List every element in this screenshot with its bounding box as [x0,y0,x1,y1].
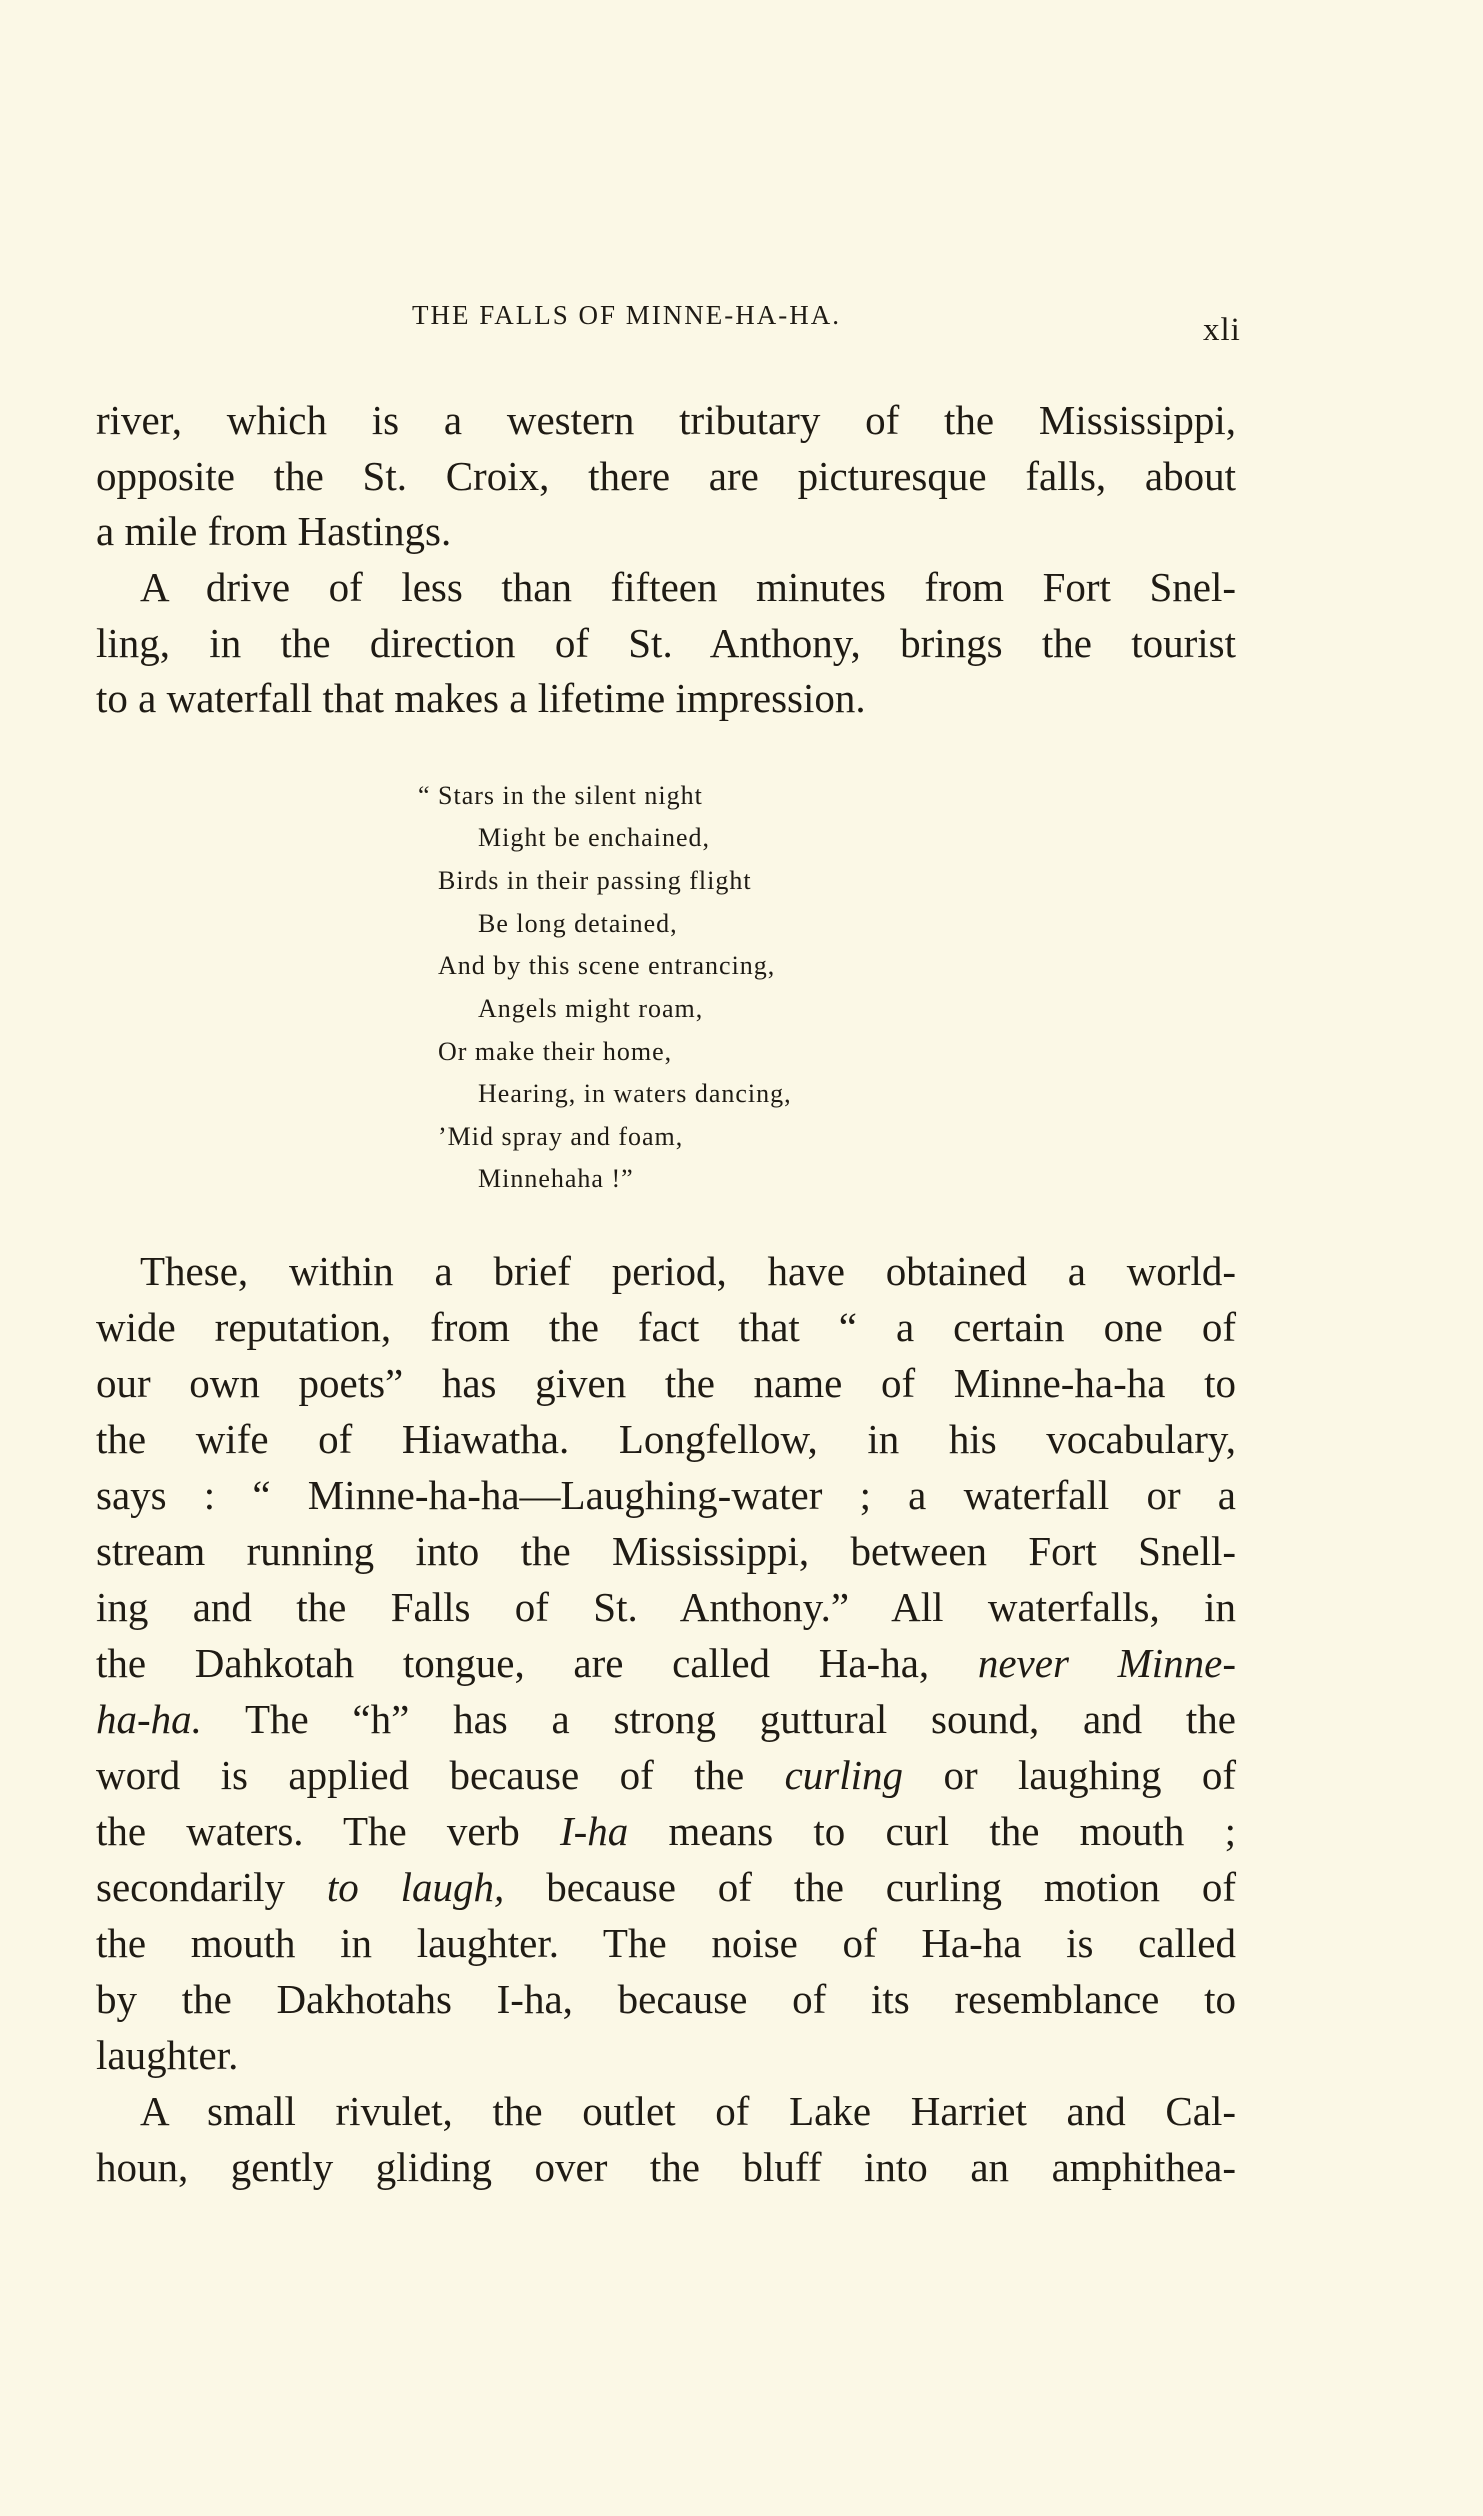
text-segment: secondarily [96,1864,285,1910]
text-segment: The “h” has a strong guttural sound, and the [244,1696,1236,1742]
poem-line: “ Stars in the silent night [418,781,703,810]
italic-text: ha-ha. [96,1696,202,1742]
text-line: by the Dakhotahs I-ha, because of its resemblance to [96,1976,1236,2022]
text-line: river, which is a western tributary of the Mississippi, [96,397,1236,443]
text-line: A drive of less than fifteen minutes from Fort Snel- [140,564,1236,610]
text-line: to a waterfall that makes a lifetime impression. [96,675,866,721]
poem-line: Be long detained, [478,909,678,938]
text-segment: or laughing of [943,1752,1236,1798]
text-line: our own poets” has given the name of Minne-ha-ha to [96,1360,1236,1406]
text-line: a mile from Hastings. [96,508,452,554]
text-line [96,1635,1236,1691]
text-line: the mouth in laughter. The noise of Ha-ha is called [96,1920,1236,1966]
italic-text: to laugh, [326,1864,505,1910]
text-segment: because of the curling motion of [546,1864,1237,1910]
text-line: houn, gently gliding over the bluff into an amphithea- [96,2144,1236,2190]
poem-line: Hearing, in waters dancing, [478,1079,792,1108]
text-line: stream running into the Mississippi, between Fort Snell- [96,1528,1236,1574]
text-line [96,1859,1236,1915]
text-line: laughter. [96,2032,239,2078]
text-line: ling, in the direction of St. Anthony, brings the tourist [96,620,1236,666]
poem-line: And by this scene entrancing, [438,951,776,980]
text-line [96,1691,1236,1747]
poem-line: Birds in their passing flight [438,866,752,895]
text-line: opposite the St. Croix, there are picturesque falls, about [96,453,1236,499]
text-line: the wife of Hiawatha. Longfellow, in his vocabulary, [96,1416,1236,1462]
text-segment: word is applied because of the [96,1752,745,1798]
text-line: says : “ Minne-ha-ha—Laughing-water ; a waterfall or a [96,1472,1236,1518]
text-line: wide reputation, from the fact that “ a certain one of [96,1304,1236,1350]
page-number: xli [1203,312,1241,348]
italic-text: curling [784,1752,904,1798]
text-segment: the waters. The verb [96,1808,520,1854]
text-segment: means to curl the mouth ; [668,1808,1236,1854]
poem-line: Or make their home, [438,1037,673,1066]
poem-line: Angels might roam, [478,994,704,1023]
poem-line: ’Mid spray and foam, [438,1122,684,1151]
text-line: A small rivulet, the outlet of Lake Harriet and Cal- [140,2088,1236,2134]
text-line: These, within a brief period, have obtained a world- [140,1248,1236,1294]
italic-text: never Minne- [977,1640,1237,1686]
running-title: THE FALLS OF MINNE-HA-HA. [412,300,841,330]
poem-line: Minnehaha !” [478,1164,634,1193]
poem-line: Might be enchained, [478,823,710,852]
italic-text: I-ha [559,1808,629,1854]
text-line: ing and the Falls of St. Anthony.” All waterfalls, in [96,1584,1236,1630]
text-line [96,1803,1236,1859]
text-segment: the Dahkotah tongue, are called Ha-ha, [96,1640,930,1686]
text-line [96,1747,1236,1803]
